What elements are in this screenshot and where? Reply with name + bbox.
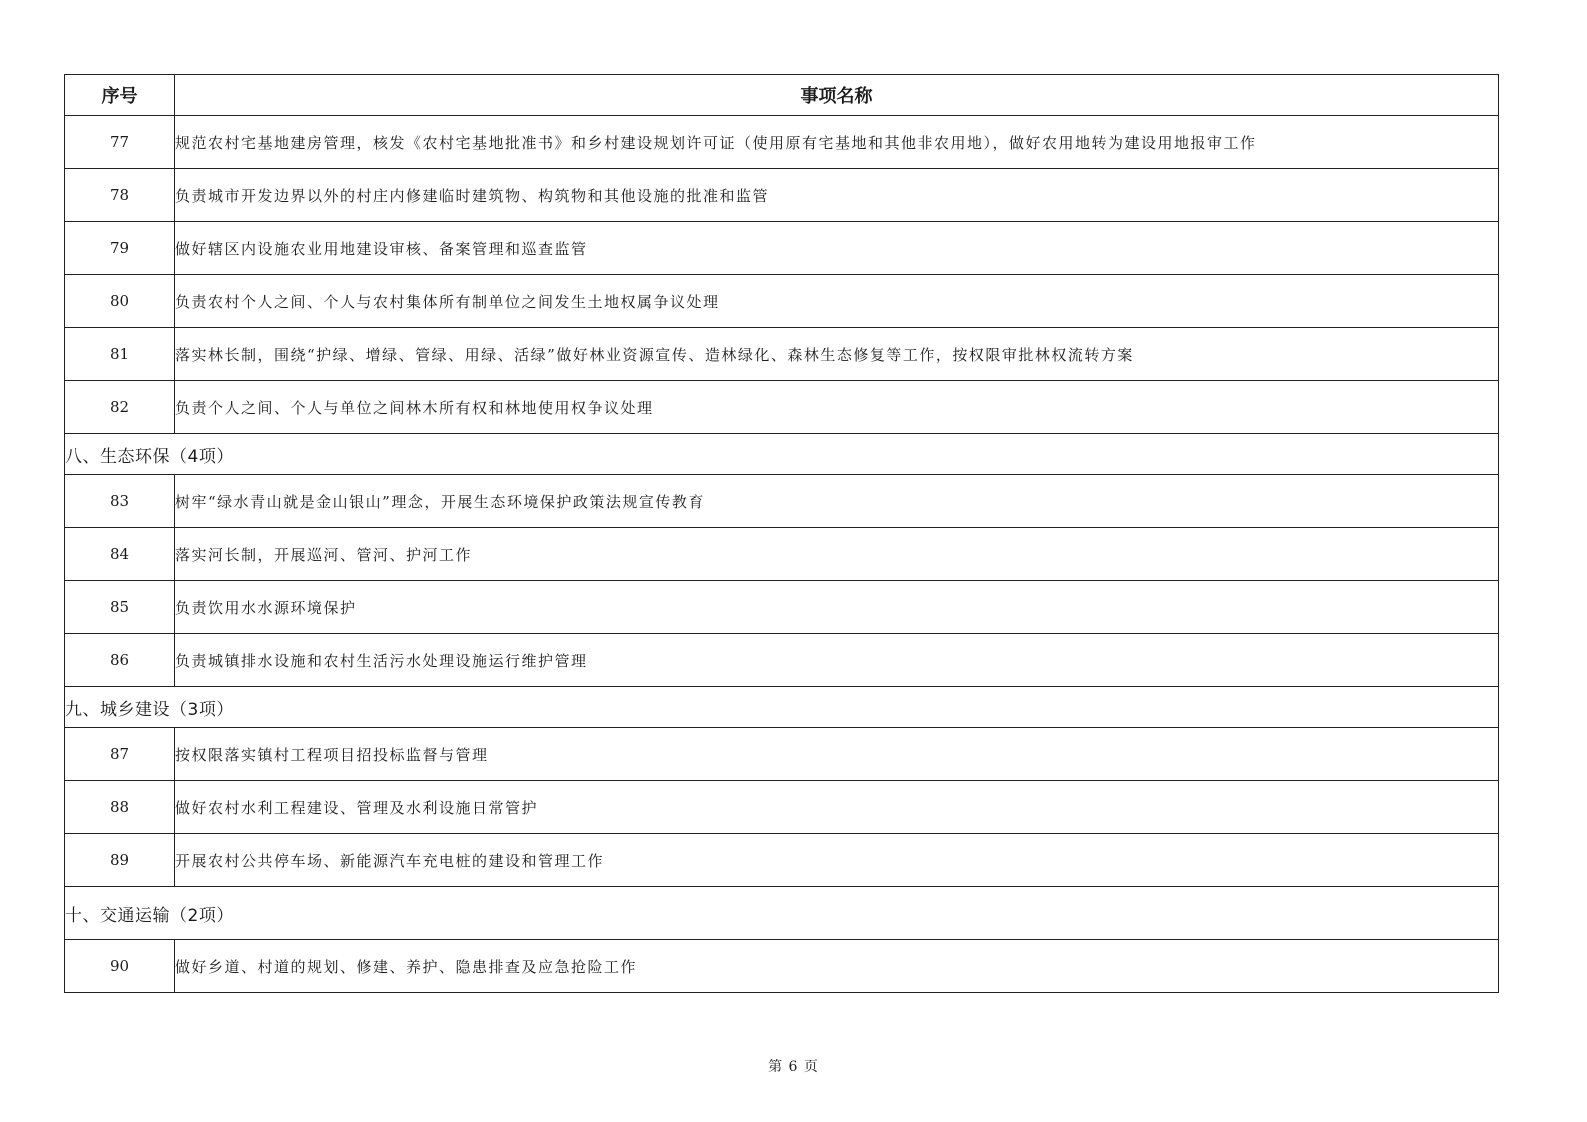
table-row <box>65 381 1499 434</box>
section-row <box>65 887 1499 940</box>
section-title: 八、生态环保（4项） <box>65 434 1499 475</box>
row-seq-number: 79 <box>65 222 175 275</box>
table-row <box>65 634 1499 687</box>
table-row <box>65 222 1499 275</box>
row-seq-number: 84 <box>65 528 175 581</box>
row-matter-name: 落实林长制，围绕“护绿、增绿、管绿、用绿、活绿”做好林业资源宣传、造林绿化、森林生态修复等工作，按权限审批林权流转方案 <box>175 328 1499 381</box>
row-seq-number: 85 <box>65 581 175 634</box>
section-row <box>65 434 1499 475</box>
row-seq-number: 78 <box>65 169 175 222</box>
row-matter-name: 落实河长制，开展巡河、管河、护河工作 <box>175 528 1499 581</box>
table-row <box>65 581 1499 634</box>
row-matter-name: 负责农村个人之间、个人与农村集体所有制单位之间发生土地权属争议处理 <box>175 275 1499 328</box>
row-matter-name: 负责饮用水水源环境保护 <box>175 581 1499 634</box>
header-name: 事项名称 <box>175 75 1499 116</box>
section-title: 十、交通运输（2项） <box>65 887 1499 940</box>
row-seq-number: 77 <box>65 116 175 169</box>
row-matter-name: 负责城市开发边界以外的村庄内修建临时建筑物、构筑物和其他设施的批准和监管 <box>175 169 1499 222</box>
row-matter-name: 开展农村公共停车场、新能源汽车充电桩的建设和管理工作 <box>175 834 1499 887</box>
table-row <box>65 781 1499 834</box>
row-matter-name: 做好乡道、村道的规划、修建、养护、隐患排查及应急抢险工作 <box>175 940 1499 993</box>
row-seq-number: 87 <box>65 728 175 781</box>
table-row <box>65 528 1499 581</box>
section-title: 九、城乡建设（3项） <box>65 687 1499 728</box>
table-row <box>65 475 1499 528</box>
table-row <box>65 275 1499 328</box>
row-matter-name: 做好辖区内设施农业用地建设审核、备案管理和巡查监管 <box>175 222 1499 275</box>
row-matter-name: 规范农村宅基地建房管理，核发《农村宅基地批准书》和乡村建设规划许可证（使用原有宅基地和其他非农用地），做好农用地转为建设用地报审工作 <box>175 116 1499 169</box>
row-matter-name: 做好农村水利工程建设、管理及水利设施日常管护 <box>175 781 1499 834</box>
table-row <box>65 834 1499 887</box>
row-matter-name: 树牢“绿水青山就是金山银山”理念，开展生态环境保护政策法规宣传教育 <box>175 475 1499 528</box>
row-seq-number: 82 <box>65 381 175 434</box>
row-seq-number: 80 <box>65 275 175 328</box>
row-matter-name: 按权限落实镇村工程项目招投标监督与管理 <box>175 728 1499 781</box>
row-matter-name: 负责个人之间、个人与单位之间林木所有权和林地使用权争议处理 <box>175 381 1499 434</box>
table-header-row <box>65 75 1499 116</box>
page-number: 第 6 页 <box>768 1059 819 1075</box>
row-matter-name: 负责城镇排水设施和农村生活污水处理设施运行维护管理 <box>175 634 1499 687</box>
row-seq-number: 89 <box>65 834 175 887</box>
table-body <box>65 116 1499 993</box>
table-row <box>65 328 1499 381</box>
table-row <box>65 116 1499 169</box>
header-seq: 序号 <box>65 75 175 116</box>
row-seq-number: 88 <box>65 781 175 834</box>
section-row <box>65 687 1499 728</box>
row-seq-number: 81 <box>65 328 175 381</box>
matters-table <box>64 74 1499 993</box>
table-row <box>65 940 1499 993</box>
row-seq-number: 86 <box>65 634 175 687</box>
table-row <box>65 728 1499 781</box>
row-seq-number: 90 <box>65 940 175 993</box>
row-seq-number: 83 <box>65 475 175 528</box>
table-row <box>65 169 1499 222</box>
